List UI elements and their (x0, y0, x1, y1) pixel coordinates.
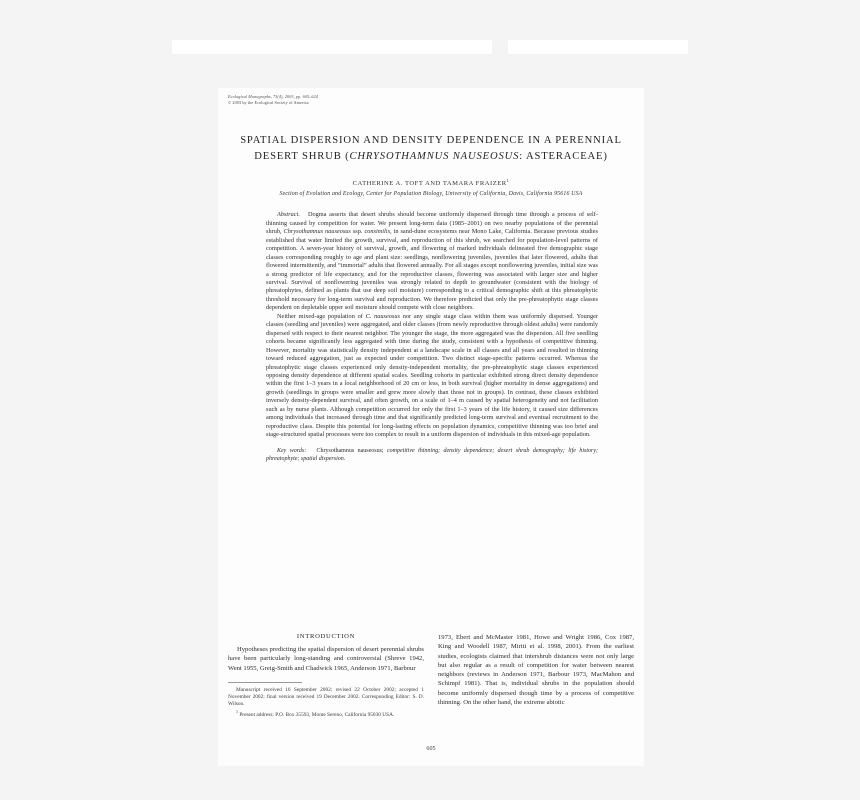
footnote-address-marker: 1 (236, 708, 238, 714)
author-names: CATHERINE A. TOFT AND TAMARA FRAIZER (352, 180, 507, 188)
document-page (218, 88, 644, 766)
author-footnote-marker: 1 (506, 178, 510, 184)
journal-copyright: © 2003 by the Ecological Society of America (228, 99, 309, 105)
keywords-label: Key words: (277, 447, 307, 454)
body-columns (228, 633, 634, 719)
title-prefix: DESERT SHRUB ( (254, 151, 350, 163)
footnote-address (228, 708, 424, 719)
column-right (438, 633, 634, 719)
journal-citation: Ecological Monographs, 73(4), 2003, pp. 605–624 (228, 94, 318, 99)
footnote-manuscript: Manuscript received 16 September 2002; revised 22 October 2002; accepted 1 November 2002; final version received 19 December 2002. Corresponding Editor: S. D. Wilson. (228, 686, 424, 707)
page-title (228, 133, 634, 165)
abstract-paragraph-2 (266, 313, 598, 440)
abstract-p2-species: C. nauseosus (365, 312, 400, 320)
introduction-right-text (438, 633, 634, 707)
abstract-label: Abstract. (277, 211, 300, 219)
author-affiliation: Section of Evolution and Ecology, Center for Population Biology, University of California, Davis, California 95616 USA (279, 191, 583, 198)
title-species: CHRYSOTHAMNUS NAUSEOSUS (349, 151, 520, 163)
abstract-paragraph-1 (266, 211, 598, 312)
keywords-list: competitive thinning; density dependence; desert shrub demography; life history; phreatophyte; spatial dispersion. (266, 447, 599, 462)
footnote-rule (228, 682, 302, 683)
top-placeholder-bar-right (508, 40, 688, 54)
footnote-address-text: Present address: P.O. Box 35593, Monte Sereno, California 95030 USA. (238, 711, 395, 718)
abstract-p1-species-a: Chrysothamnus nauseosus (283, 228, 351, 236)
top-placeholder-bar-left (172, 40, 492, 54)
journal-header (228, 94, 634, 105)
intro-paragraph-right: 1973, Ebert and McMaster 1981, Howe and Wright 1986, Cox 1987, King and Woodell 1987, Miriti et al. 1998, 2001). From the earliest studies, ecologists claimed that intershrub distances were not only large but also regular as a result of competition for water between nearest neighbors (reviews in Anderson 1971, Barbour 1973, MacMahon and Schimpf 1981). That is, individual shrubs in the population should become uniformly dispersed though time by a process of competitive thinning. On the other hand, the extreme abiotic (438, 634, 634, 707)
introduction-heading: INTRODUCTION (296, 633, 356, 640)
abstract-section (266, 211, 598, 439)
title-suffix: : ASTERACEAE) (519, 151, 608, 163)
abstract-p1-text-b: ssp. (350, 228, 365, 236)
title-line-2 (228, 149, 634, 165)
intro-paragraph-left: Hypotheses predicting the spatial dispersion of desert perennial shrubs have been particularly long-standing and controversial (Shreve 1942, Went 1955, Greig-Smith and Chadwick 1965, Anderson 1971, Barbour (228, 646, 424, 672)
author-list (228, 178, 634, 187)
keywords-section (266, 447, 598, 463)
abstract-p2-text-a: Neither mixed-age population of (277, 312, 366, 320)
abstract-p2-text-b: nor any single stage class within them was uniformly dispersed. Younger classes (seedling and juveniles) were aggregated, and older classes (from newly reproductive through oldest adults) were randomly dispersed with respect to their nearest neighbor. The younger the stage, the more aggregated was the dispersion. All five seedling cohorts became significantly less aggregated with time during the study, consistent with a hypothesis of competitive thinning. However, mortality was statistically density independent at a landscape scale in all classes and all years and resulted in thinning toward reduced aggregation, just as expected under competition. Two distinct stage-specific patterns occurred. Whereas the phreatophytic stage classes experienced only density-independent mortality, the pre-phreatophytic stage classes experienced opposing density dependence at different spatial scales. Seedling cohorts in particular exhibited strong direct density dependence within the first 1–3 years in a local neighborhood of 20 cm or less, in both survival (higher mortality in dense aggregations) and growth (seedlings in groups were smaller and grew more slowly than those not in groups). In contrast, these classes exhibited inversely density-dependent survival, and often growth, on a scale of 1–4 m caused by spatial heterogeneity and not facilitation such as by nurse plants. Although competition occurred for only the first 1–3 years of the life history, it caused size differences among individuals that increased through time and that significantly predicted long-term survival and eventual recruitment to the reproductive class. Despite this potential for long-lasting effects on population dynamics, competitive thinning was too brief and stage-structured spatial processes were too complex to result in a uniform dispersion of individuals in this mixed-age population. (266, 312, 598, 439)
footnote-block (228, 687, 424, 719)
abstract-p1-text-c: , in sand-dune ecosystems near Mono Lake, California. Because previous studies established that water limited the growth, survival, and reproduction of this shrub, we searched for population-level patterns of competition. A seven-year history of survival, growth, and flowering of marked individuals delineated five demographic stage classes corresponding roughly to age and plant size: seedlings, nonflowering juveniles, juveniles that later flowered, adults that flowered intermittently, and “immortal” adults that flowered annually. For all stages except nonflowering juveniles, initial size was a strong predictor of life expectancy, and for the reproductive classes, flowering was associated with larger size and higher survival. Survival of nonflowering juveniles was strongly related to depth to groundwater (consistent with the biology of phreatophytes, defined as plants that use deep soil moisture) corresponding to a critical demographic shift at this phreatophytic threshold necessary for long-term survival and reproduction. We therefore predicted that only the pre-phreatophytic stage classes dependent on depletable upper soil moisture should compete with close neighbors. (266, 228, 598, 312)
keywords-species: Chrysothamnus nauseosus; (316, 447, 384, 454)
page-number: 605 (426, 746, 436, 752)
introduction-left-text (228, 645, 424, 673)
column-left (228, 633, 424, 719)
abstract-p1-text-a: Dogma asserts that desert shrubs should become uniformly dispersed through time through a process of self-thinning caused by competition for water. We present long-term data (1985–2001) on two nearby populations of the perennial shrub, (266, 211, 599, 236)
title-line-1: SPATIAL DISPERSION AND DENSITY DEPENDENCE IN A PERENNIAL (240, 135, 622, 147)
abstract-p1-species-b: consimilis (364, 228, 391, 236)
